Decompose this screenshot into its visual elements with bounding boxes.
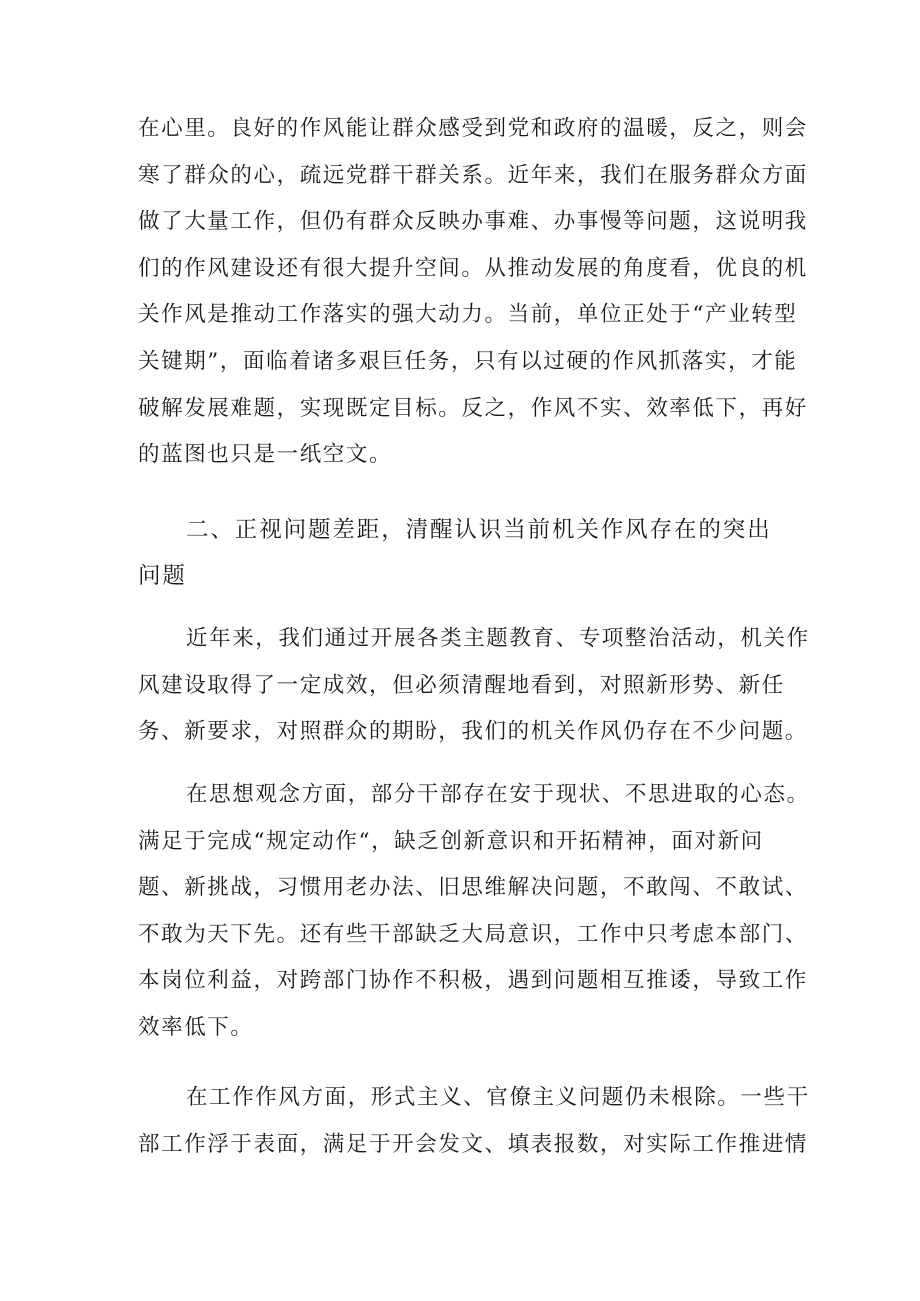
text-line: 本岗位利益，对跨部门协作不积极，遇到问题相互推诿，导致工作 — [138, 968, 808, 994]
heading-line: 二、正视问题差距，清醒认识当前机关作风存在的突出 — [186, 517, 772, 543]
text-line: 在工作作风方面，形式主义、官僚主义问题仍未根除。一些干 — [186, 1085, 810, 1110]
text-line: 关作风是推动工作落实的强大动力。当前，单位正处于“产业转型 — [138, 302, 798, 328]
paragraph-intro — [138, 616, 810, 756]
text-line: 关键期”，面临着诸多艰巨任务，只有以过硬的作风抓落实，才能 — [138, 348, 798, 374]
text-line: 风建设取得了一定成效，但必须清醒地看到，对照新形势、新任 — [138, 672, 785, 698]
text-line: 在思想观念方面，部分干部存在安于现状、不思进取的心态。 — [186, 782, 810, 807]
text-line: 题、新挑战，习惯用老办法、旧思维解决问题，不敢闯、不敢试、 — [138, 875, 808, 901]
text-line: 寒了群众的心，疏远党群干群关系。近年来，我们在服务群众方面 — [138, 162, 808, 188]
heading-line: 问题 — [138, 563, 187, 589]
text-line: 们的作风建设还有很大提升空间。从推动发展的角度看，优良的机 — [138, 255, 808, 281]
text-line: 的蓝图也只是一纸空文。 — [138, 442, 393, 468]
text-line: 不敢为天下先。还有些干部缺乏大局意识，工作中只考虑本部门、 — [138, 921, 808, 947]
text-line: 效率低下。 — [138, 1014, 254, 1040]
text-line: 部工作浮于表面，满足于开会发文、填表报数，对实际工作推进情 — [138, 1131, 808, 1157]
text-line: 在心里。良好的作风能让群众感受到党和政府的温暖，反之，则会 — [138, 116, 808, 141]
paragraph-continuation — [138, 106, 808, 479]
text-line: 破解发展难题，实现既定目标。反之，作风不实、效率低下，再好 — [138, 395, 808, 421]
text-line: 做了大量工作，但仍有群众反映办事难、办事慢等问题，这说明我 — [138, 209, 808, 235]
text-line: 务、新要求，对照群众的期盼，我们的机关作风仍存在不少问题。 — [138, 719, 808, 745]
paragraph-thinking — [138, 772, 810, 1052]
text-line: 满足于完成“规定动作“，缺乏创新意识和开拓精神，面对新问 — [138, 828, 764, 854]
paragraph-workstyle — [138, 1075, 810, 1168]
text-line: 近年来，我们通过开展各类主题教育、专项整治活动，机关作 — [186, 626, 810, 651]
section-heading — [138, 507, 788, 599]
